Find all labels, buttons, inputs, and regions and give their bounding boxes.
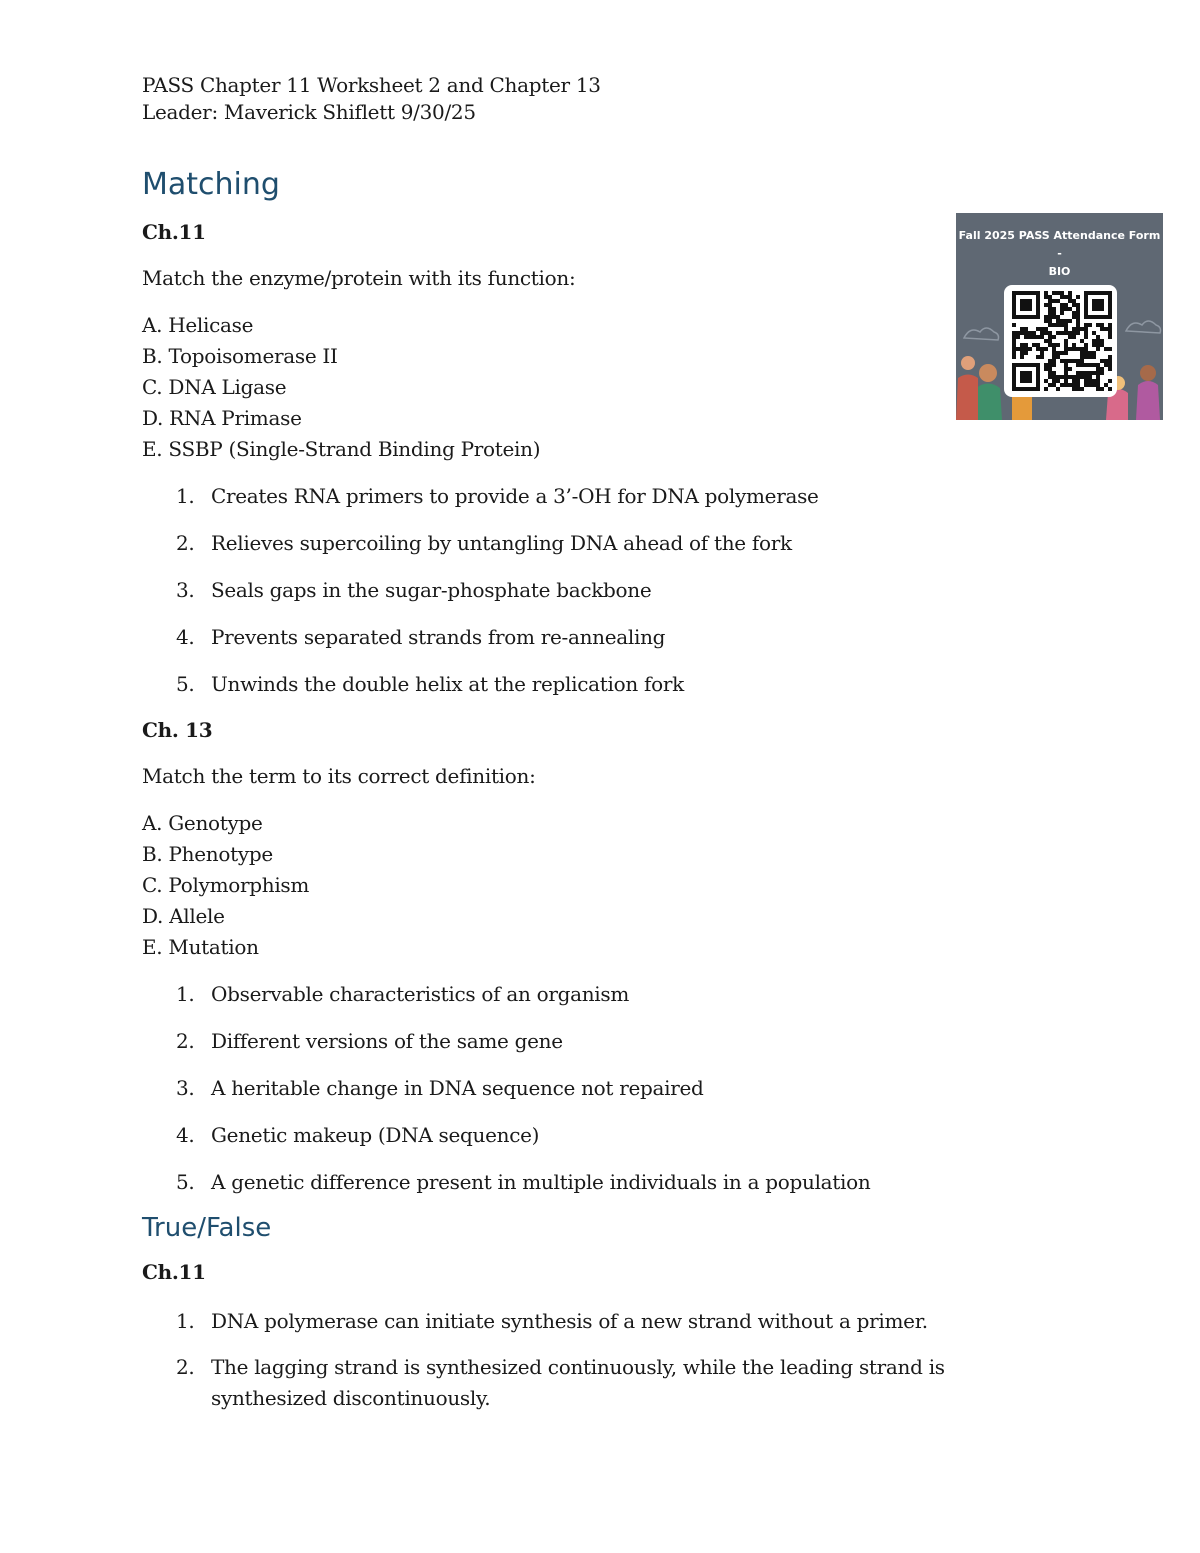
item-text: A genetic difference present in multiple individuals in a population — [211, 1170, 871, 1194]
option-a: A. Genotype — [142, 811, 263, 835]
option-e: E. Mutation — [142, 935, 259, 959]
item-text: Observable characteristics of an organism — [211, 982, 630, 1006]
qr-card-title-line2: BIO — [1048, 265, 1071, 278]
matching-ch13-instruction: Match the term to its correct definition: — [142, 764, 536, 788]
item-text: Different versions of the same gene — [211, 1029, 563, 1053]
option-b: B. Topoisomerase II — [142, 344, 338, 368]
item-text: Genetic makeup (DNA sequence) — [211, 1123, 540, 1147]
item-text: Creates RNA primers to provide a 3’-OH for DNA polymerase — [211, 484, 819, 508]
matching-ch13-label: Ch. 13 — [142, 718, 213, 742]
item-number: 1. — [176, 982, 195, 1006]
qr-card-title — [956, 227, 1163, 281]
item-number: 2. — [176, 1029, 195, 1053]
matching-ch11-instruction: Match the enzyme/protein with its function: — [142, 266, 576, 290]
item-number: 4. — [176, 1123, 195, 1147]
item-text: Relieves supercoiling by untangling DNA ahead of the fork — [211, 531, 792, 555]
matching-ch11-label: Ch.11 — [142, 220, 206, 244]
item-text: Seals gaps in the sugar-phosphate backbone — [211, 578, 652, 602]
option-a: A. Helicase — [142, 313, 254, 337]
option-d: D. Allele — [142, 904, 225, 928]
option-e: E. SSBP (Single-Strand Binding Protein) — [142, 437, 541, 461]
item-number: 3. — [176, 578, 195, 602]
true-false-ch11-label: Ch.11 — [142, 1260, 206, 1284]
item-number: 5. — [176, 672, 195, 696]
item-number: 3. — [176, 1076, 195, 1100]
worksheet-title: PASS Chapter 11 Worksheet 2 and Chapter 13 — [142, 73, 601, 97]
true-false-heading: True/False — [142, 1213, 272, 1243]
item-number: 2. — [176, 531, 195, 555]
item-text: A heritable change in DNA sequence not repaired — [211, 1076, 704, 1100]
item-number: 1. — [176, 1309, 195, 1333]
item-text: Prevents separated strands from re-annealing — [211, 625, 666, 649]
item-number: 1. — [176, 484, 195, 508]
option-d: D. RNA Primase — [142, 406, 302, 430]
item-text: DNA polymerase can initiate synthesis of a new strand without a primer. — [211, 1309, 928, 1333]
leader-line: Leader: Maverick Shiflett 9/30/25 — [142, 100, 476, 124]
item-number: 4. — [176, 625, 195, 649]
attendance-qr-card[interactable] — [956, 213, 1163, 420]
item-number: 2. — [176, 1355, 195, 1379]
option-b: B. Phenotype — [142, 842, 273, 866]
matching-heading: Matching — [142, 167, 280, 202]
matching-ch11-options — [142, 310, 540, 465]
matching-ch13-options — [142, 808, 309, 963]
document-header — [142, 72, 601, 126]
item-text: Unwinds the double helix at the replication fork — [211, 672, 684, 696]
qr-card-title-line1: Fall 2025 PASS Attendance Form - — [958, 229, 1161, 260]
item-text: The lagging strand is synthesized continuously, while the leading strand is synthesized discontinuously. — [211, 1355, 945, 1410]
option-c: C. Polymorphism — [142, 873, 310, 897]
option-c: C. DNA Ligase — [142, 375, 287, 399]
item-number: 5. — [176, 1170, 195, 1194]
